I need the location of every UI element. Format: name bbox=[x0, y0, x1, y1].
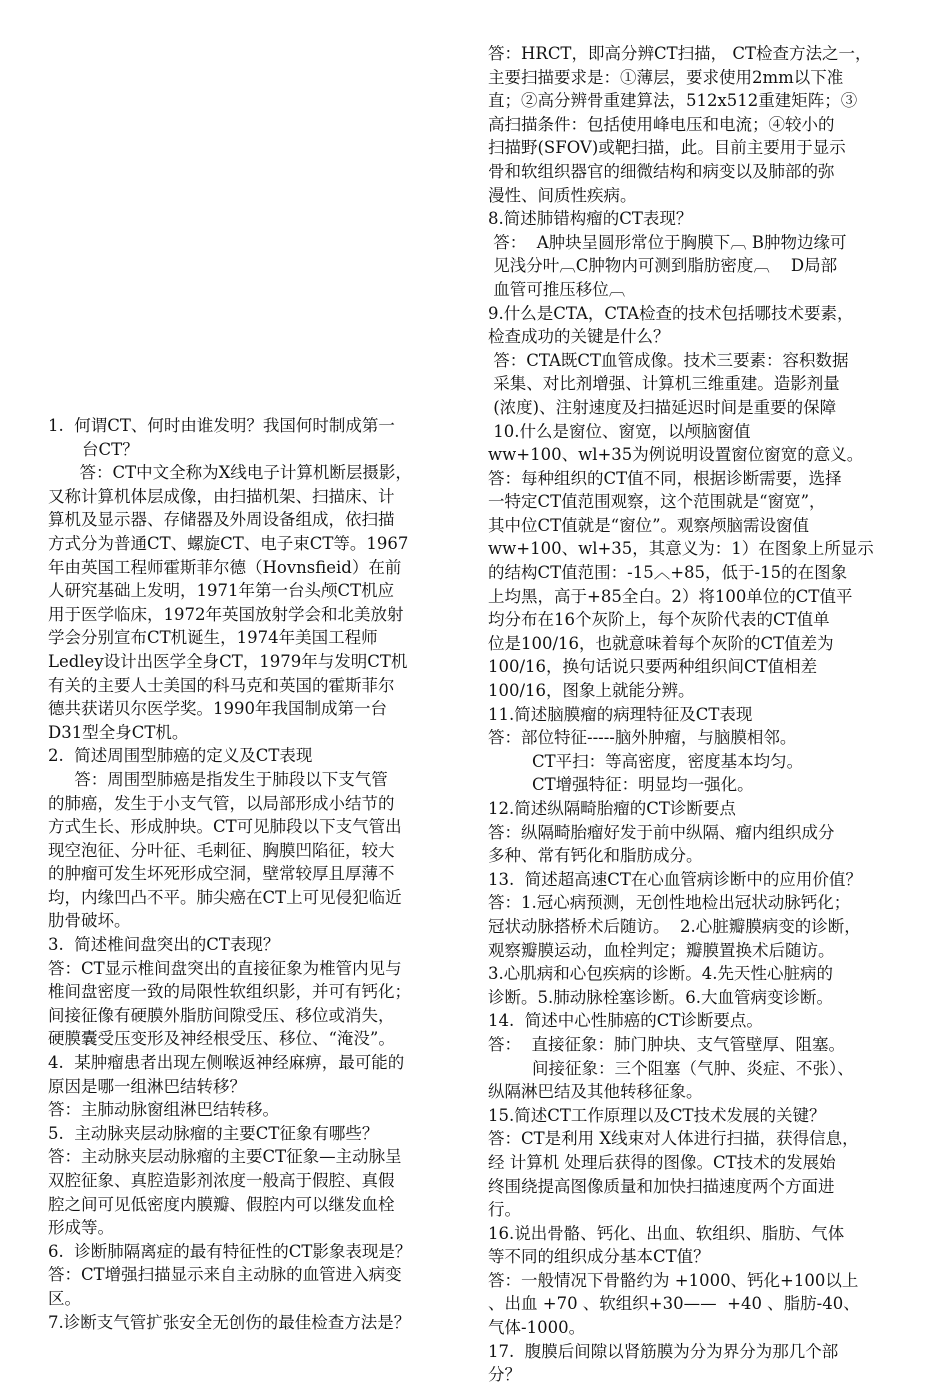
text-line: 的结构CT值范围：-15︿+85，低于-15的在图象 bbox=[488, 563, 848, 583]
text-line: 的肿瘤可发生坏死形成空洞，壁常较厚且厚薄不 bbox=[48, 864, 395, 884]
text-line: 15.简述CT工作原理以及CT技术发展的关键？ bbox=[488, 1105, 826, 1125]
text-line: 其中位CT值就是“窗位”。观察颅脑需设窗值 bbox=[488, 515, 810, 535]
text-line: 肋骨破坏。 bbox=[48, 911, 131, 931]
text-line: 年由英国工程师霍斯菲尔德（Hovnsfieid）在前 bbox=[48, 557, 402, 577]
text-line: 16.说出骨骼、钙化、出血、软组织、脂肪、气体 bbox=[488, 1223, 845, 1243]
text-line: 6. 诊断肺隔离症的最有特征性的CT影象表现是？ bbox=[48, 1241, 412, 1261]
text-line: (浓度)、注射速度及扫描延迟时间是重要的保障 bbox=[488, 397, 837, 417]
text-line: 分？ bbox=[488, 1365, 521, 1385]
text-line: 4. 某肿瘤患者出现左侧喉返神经麻痹，最可能的 bbox=[48, 1053, 405, 1073]
text-line: 德共获诺贝尔医学奖。1990年我国制成第一台 bbox=[48, 699, 387, 719]
text-line: 答：部位特征-----脑外肿瘤，与脑膜相邻。 bbox=[488, 728, 797, 748]
text-line: 均分布在16个灰阶上，每个灰阶代表的CT值单 bbox=[488, 610, 830, 630]
text-line: 2. 简述周围型肺癌的定义及CT表现 bbox=[48, 746, 313, 766]
text-line: 区。 bbox=[48, 1288, 81, 1308]
text-line: 的肺癌，发生于小支气管，以局部形成小结节的 bbox=[48, 793, 395, 813]
text-line: 答：主肺动脉窗组淋巴结转移。 bbox=[48, 1100, 279, 1120]
text-line: 纵隔淋巴结及其他转移征象。 bbox=[488, 1082, 703, 1102]
right-column bbox=[488, 42, 908, 1387]
text-line: 位是100/16，也就意味着每个灰阶的CT值差为 bbox=[488, 633, 834, 653]
text-line: 血管可推压移位︹ bbox=[488, 279, 626, 299]
text-line: 等不同的组织成分基本CT值？ bbox=[488, 1247, 710, 1267]
text-line: 行。 bbox=[488, 1200, 521, 1220]
text-line: 10.什么是窗位、窗宽，以颅脑窗值 bbox=[488, 421, 751, 441]
text-line: 答：周围型肺癌是指发生于肺段以下支气管 bbox=[48, 769, 388, 789]
text-line: 形成等。 bbox=[48, 1218, 114, 1238]
left-column bbox=[48, 414, 466, 1334]
text-line: 冠状动脉搭桥术后随访。 2.心脏瓣膜病变的诊断， bbox=[488, 916, 861, 936]
text-line: ww+100、wl+35，其意义为：1）在图象上所显示 bbox=[488, 539, 874, 559]
text-line: 1. 何谓CT、何时由谁发明？我国何时制成第一 bbox=[48, 416, 395, 435]
text-line: 9.什么是CTA，CTA检查的技术包括哪技术要素， bbox=[488, 303, 854, 323]
text-line: 检查成功的关键是什么？ bbox=[488, 327, 670, 347]
text-line: 上均黑，高于+85全白。2）将100单位的CT值平 bbox=[488, 586, 853, 606]
text-line: 一特定CT值范围观察，这个范围就是“窗宽”， bbox=[488, 492, 826, 512]
text-line: 5. 主动脉夹层动脉瘤的主要CT征象有哪些？ bbox=[48, 1123, 379, 1143]
text-line: CT平扫：等高密度，密度基本均匀。 bbox=[532, 751, 804, 771]
text-line: 观察瓣膜运动，血栓判定；瓣膜置换术后随访。 bbox=[488, 940, 835, 960]
text-line: D31型全身CT机。 bbox=[48, 722, 189, 742]
text-line: 用于医学临床，1972年英国放射学会和北美放射 bbox=[48, 604, 404, 624]
text-line: 采集、对比剂增强、计算机三维重建。造影剂量 bbox=[488, 374, 840, 394]
text-line: 答： 直接征象：肺门肿块、支气管壁厚、阻塞。 bbox=[488, 1034, 845, 1054]
text-line: 答：CTA既CT血管成像。技术三要素：容积数据 bbox=[488, 350, 849, 370]
text-line: 100/16，图象上就能分辨。 bbox=[488, 681, 695, 701]
text-line: 3.心肌病和心包疾病的诊断。4.先天性心脏病的 bbox=[488, 964, 833, 984]
text-line: 答：CT是利用 X线束对人体进行扫描，获得信息， bbox=[488, 1129, 859, 1149]
text-line: 答：CT增强扫描显示来自主动脉的血管进入病变 bbox=[48, 1265, 402, 1285]
text-line: 人研究基础上发明，1971年第一台头颅CT机应 bbox=[48, 581, 395, 601]
text-line: 14. 简述中心性肺癌的CT诊断要点。 bbox=[488, 1011, 763, 1031]
text-line: 方式分为普通CT、螺旋CT、电子束CT等。1967 bbox=[48, 533, 409, 553]
text-line: 多种、常有钙化和脂肪成分。 bbox=[488, 846, 703, 866]
text-line: 7.诊断支气管扩张安全无创伤的最佳检查方法是？ bbox=[48, 1312, 411, 1332]
text-line: CT增强特征：明显均一强化。 bbox=[532, 775, 754, 795]
text-line: 主要扫描要求是：①薄层，要求使用2mm以下准 bbox=[488, 67, 844, 87]
text-line: 8.简述肺错构瘤的CT表现？ bbox=[488, 209, 693, 229]
text-line: 答：CT显示椎间盘突出的直接征象为椎管内见与 bbox=[48, 958, 402, 978]
text-line: 答：一般情况下骨骼约为 +1000、钙化+100以上 bbox=[488, 1270, 859, 1290]
text-line: 终围绕提高图像质量和加快扫描速度两个方面进 bbox=[488, 1176, 835, 1196]
text-line: 直；②高分辨骨重建算法，512x512重建矩阵；③ bbox=[488, 91, 858, 111]
text-line: 经 计算机 处理后获得的图像。CT技术的发展始 bbox=[488, 1152, 836, 1172]
text-line: 气体-1000。 bbox=[488, 1318, 586, 1338]
text-line: 12.简述纵隔畸胎瘤的CT诊断要点 bbox=[488, 799, 736, 818]
text-line: 扫描野(SFOV)或靶扫描，此。目前主要用于显示 bbox=[488, 138, 846, 158]
text-line: 11.简述脑膜瘤的病理特征及CT表现 bbox=[488, 704, 753, 724]
text-line: 又称计算机体层成像，由扫描机架、扫描床、计 bbox=[48, 486, 395, 506]
text-line: 原因是哪一组淋巴结转移？ bbox=[48, 1076, 246, 1096]
text-line: 答：CT中文全称为X线电子计算机断层摄影， bbox=[48, 463, 412, 483]
text-line: 诊断。5.肺动脉栓塞诊断。6.大血管病变诊断。 bbox=[488, 987, 833, 1007]
text-line: 算机及显示器、存储器及外周设备组成，依扫描 bbox=[48, 510, 395, 530]
text-line: 、出血 +70 、软组织+30—— +40 、脂肪-40、 bbox=[488, 1294, 860, 1314]
text-line: 13. 简述超高速CT在心血管病诊断中的应用价值？ bbox=[488, 869, 862, 889]
text-line: 台CT？ bbox=[82, 439, 139, 459]
text-line: 有关的主要人士美国的科马克和英国的霍斯菲尔 bbox=[48, 675, 395, 695]
text-line: 见浅分叶︹C肿物内可测到脂肪密度︹ D局部 bbox=[488, 256, 838, 276]
text-line: 答：每种组织的CT值不同，根据诊断需要，选择 bbox=[488, 468, 842, 488]
text-line: 答：主动脉夹层动脉瘤的主要CT征象—主动脉呈 bbox=[48, 1147, 402, 1167]
text-line: 答：HRCT，即高分辨CT扫描， CT检查方法之一， bbox=[488, 44, 872, 63]
text-line: 答： A肿块呈圆形常位于胸膜下︹ B肿物边缘可 bbox=[488, 232, 847, 252]
text-line: 间接征象：三个阻塞（气肿、炎症、不张）、 bbox=[532, 1058, 854, 1078]
text-line: 100/16，换句话说只要两种组织间CT值相差 bbox=[488, 657, 818, 677]
text-line: 高扫描条件：包括使用峰电压和电流；④较小的 bbox=[488, 114, 835, 134]
text-line: Ledley设计出医学全身CT，1979年与发明CT机 bbox=[48, 651, 408, 671]
text-line: 学会分别宣布CT机诞生，1974年美国工程师 bbox=[48, 628, 378, 648]
text-line: 椎间盘密度一致的局限性软组织影，并可有钙化； bbox=[48, 982, 411, 1002]
text-line: 17. 腹膜后间隙以肾筋膜为分为界分为那几个部 bbox=[488, 1341, 839, 1361]
text-line: 双腔征象、真腔造影剂浓度一般高于假腔、真假 bbox=[48, 1171, 395, 1190]
text-line: 现空泡征、分叶征、毛刺征、胸膜凹陷征，较大 bbox=[48, 840, 395, 860]
text-line: 答：纵隔畸胎瘤好发于前中纵隔、瘤内组织成分 bbox=[488, 822, 835, 842]
text-line: 均，内缘凹凸不平。肺尖癌在CT上可见侵犯临近 bbox=[48, 887, 402, 907]
text-line: 3. 简述椎间盘突出的CT表现？ bbox=[48, 935, 280, 955]
text-line: 方式生长、形成肿块。CT可见肺段以下支气管出 bbox=[48, 817, 402, 837]
text-line: 漫性、间质性疾病。 bbox=[488, 185, 637, 205]
text-line: 腔之间可见低密度内膜瓣、假腔内可以继发血栓 bbox=[48, 1194, 395, 1214]
text-line: ww+100、wl+35为例说明设置窗位窗宽的意义。 bbox=[488, 445, 864, 465]
text-line: 骨和软组织器官的细微结构和病变以及肺部的弥 bbox=[488, 161, 835, 181]
text-line: 硬膜囊受压变形及神经根受压、移位、“淹没”。 bbox=[48, 1029, 395, 1049]
text-line: 答：1.冠心病预测，无创性地检出冠状动脉钙化； bbox=[488, 893, 851, 913]
text-line: 间接征像有硬膜外脂肪间隙受压、移位或消失， bbox=[48, 1005, 395, 1025]
